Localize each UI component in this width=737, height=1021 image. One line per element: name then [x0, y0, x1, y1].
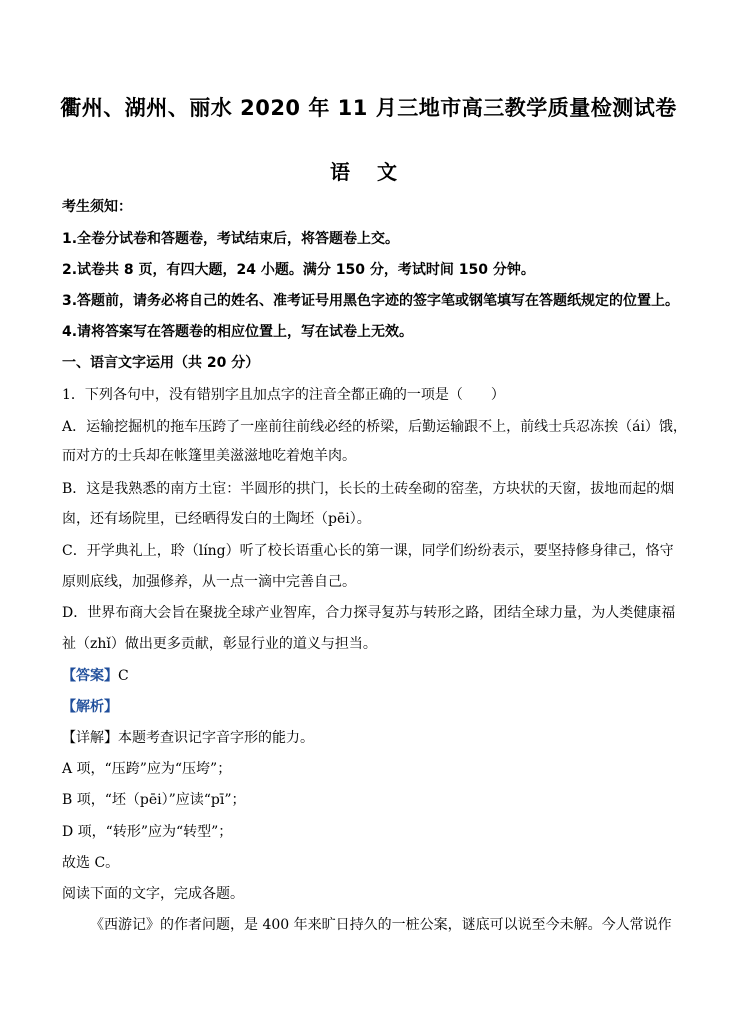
detail-label: 【详解】 [62, 730, 118, 746]
notice-item: 4.请将答案写在答题卷的相应位置上，写在试卷上无效。 [62, 324, 414, 340]
section-heading: 一、语言文字运用（共 20 分） [62, 355, 260, 371]
option-line: C．开学典礼上，聆（líng）听了校长语重心长的第一课，同学们纷纷表示，要坚持修身律己，恪守 [62, 543, 674, 559]
answer-value: C [118, 668, 129, 684]
subject-heading: 语 文 [330, 160, 407, 184]
analysis-line: 故选 C。 [62, 855, 120, 871]
option-line: 原则底线，加强修养，从一点一滴中完善自己。 [62, 574, 356, 590]
analysis-line: B 项，“坯（pēi）”应读“pī”； [62, 792, 246, 808]
notice-heading: 考生须知： [62, 199, 132, 215]
analysis-line: A 项，“压跨”应为“压垮”； [62, 761, 232, 777]
notice-item: 1.全卷分试卷和答题卷，考试结束后，将答题卷上交。 [62, 231, 400, 247]
question-stem: 1．下列各句中，没有错别字且加点字的注音全都正确的一项是（ ） [62, 387, 505, 403]
analysis-line: D 项，“转形”应为“转型”； [62, 824, 233, 840]
detail-row [62, 728, 682, 748]
answer-row [62, 666, 682, 686]
option-line: A．运输挖掘机的拖车压跨了一座前往前线必经的桥梁，后勤运输跟不上，前线士兵忍冻挨（ái）饿， [62, 419, 687, 435]
option-line: D．世界布商大会旨在聚拢全球产业智库，合力探寻复苏与转形之路，团结全球力量，为人类健康福 [62, 605, 676, 621]
option-line: B．这是我熟悉的南方土宦：半圆形的拱门，长长的土砖垒砌的窑垄，方块状的天窗，拔地而起的烟 [62, 481, 675, 497]
passage-line: 《西游记》的作者问题，是 400 年来旷日持久的一桩公案，谜底可以说至今未解。今人常说作 [90, 917, 672, 933]
option-line: 而对方的士兵却在帐篷里美滋滋地吃着炮羊肉。 [62, 448, 356, 464]
option-line: 囱，还有场院里，已经晒得发白的土陶坯（pēi）。 [62, 511, 371, 527]
answer-label: 【答案】 [62, 668, 118, 684]
detail-text: 本题考查识记字音字形的能力。 [118, 730, 314, 746]
notice-item: 3.答题前，请务必将自己的姓名、准考证号用黑色字迹的签字笔或钢笔填写在答题纸规定的位置上。 [62, 293, 680, 309]
page-title: 衢州、湖州、丽水 2020 年 11 月三地市高三教学质量检测试卷 [60, 96, 677, 120]
notice-item: 2.试卷共 8 页，有四大题，24 小题。满分 150 分，考试时间 150 分钟。 [62, 262, 535, 278]
analysis-label: 【解析】 [62, 699, 118, 715]
option-line: 祉（zhǐ）做出更多贡献，彰显行业的道义与担当。 [62, 636, 377, 652]
reading-instruction: 阅读下面的文字，完成各题。 [62, 886, 244, 902]
